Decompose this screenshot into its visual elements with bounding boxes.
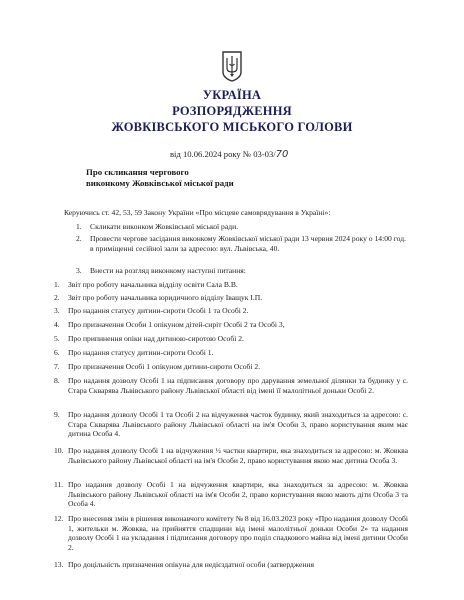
agenda-text: Про припинення опіки над дитиною-сиротою Особі 2. (68, 334, 244, 343)
agenda-item (54, 514, 408, 552)
agenda-text: Звіт про роботу начальника відділу освіти Сала В.В. (68, 280, 238, 289)
agenda-item (54, 320, 408, 330)
decision-text: Скликати виконком Жовківської міської ради. (90, 222, 239, 231)
agenda-item (54, 410, 408, 439)
agenda-item (54, 446, 408, 465)
decision-number: 3. (76, 266, 82, 275)
agenda-number: 1. (54, 280, 60, 289)
decision-item (76, 234, 406, 253)
date-line-text: від 10.06.2024 року № 03-03/ (170, 149, 276, 159)
agenda-item (54, 560, 408, 570)
agenda-number: 13. (54, 560, 64, 569)
agenda-item (54, 348, 408, 358)
decision-number: 2. (76, 234, 82, 243)
intro-paragraph: Керуючись ст. 42, 53, 59 Закону України «Про місцеве самоврядування в Україні»: (64, 208, 331, 217)
agenda-text: Про надання дозволу Особі 1 на відчуження ½ частки квартири, яка знаходиться за адресою: м. Жовква Львівського району Львівської області на ім'я Особи 2, право користування якою має дитина Особа 3. (68, 446, 408, 465)
agenda-item (54, 306, 408, 316)
agenda-number: 2. (54, 293, 60, 302)
agenda-number: 7. (54, 362, 60, 371)
decision-text: Внести на розгляд виконкому наступні питання: (90, 266, 246, 275)
agenda-number: 5. (54, 334, 60, 343)
subject-line-2: виконкому Жовківської міської ради (86, 178, 234, 188)
agenda-number: 4. (54, 320, 60, 329)
agenda-text: Про доцільність призначення опікуна для недієздатної особи (затвердження (68, 560, 315, 569)
decision-text: Провести чергове засідання виконкому Жовківської міської ради 13 червня 2024 року о 14:00 год. в приміщенні сесійної зали за адресою: вул. Львівська, 40. (90, 234, 406, 253)
agenda-text: Про надання статусу дитини-сироти Особі 1. (68, 348, 214, 357)
agenda-text: Звіт про роботу начальника юридичного відділу Іващук І.П. (68, 293, 263, 302)
agenda-number: 12. (54, 514, 64, 523)
agenda-text: Про надання дозволу Особі 1 та Особі 2 на відчуження часток будинку, який знаходиться за адресою: с. Стара Скварява Львівського району Львівської області на ім'я Особи 3, право користування яким має дитина Особа 4. (68, 410, 408, 439)
agenda-number: 11. (54, 480, 64, 489)
agenda-item (54, 293, 408, 303)
agenda-number: 6. (54, 348, 60, 357)
document-type-heading: РОЗПОРЯДЖЕННЯ (172, 104, 292, 118)
agenda-text: Про надання дозволу Особі 1 на підписання договору про дарування земельної ділянки та будинку у с. Стара Скварява Львівського району Львівської області від імені її малолітньої доньки Особі 2. (68, 376, 408, 395)
agenda-text: Про призначення Особі 1 опікуном дитини-сироти Особі 2. (68, 362, 261, 371)
decision-number: 1. (76, 222, 82, 231)
subject-line-1: Про скликання чергового (86, 167, 189, 177)
agenda-text: Про надання статусу дитини-сироти Особі 1 та Особі 2. (68, 306, 249, 315)
agenda-number: 10. (54, 446, 64, 455)
agenda-text: Про внесення змін в рішення виконавчого комітету № 8 від 16.03.2023 року «Про надання дозволу Особі 1, жительки м. Жовква, на прийняття спадщини від імені малолітньої доньки Особи 2» та надання дозволу Особі 1 на укладання і підписання договору про поділ спадкового майна від імені дитини Особи 2. (68, 514, 408, 552)
agenda-item (54, 280, 408, 290)
issuer-heading: ЖОВКІВСЬКОГО МІСЬКОГО ГОЛОВИ (111, 120, 353, 134)
decision-item (76, 266, 390, 276)
country-heading: УКРАЇНА (202, 88, 262, 102)
agenda-text: Про призначення Особи 1 опікуном дітей-сиріт Особі 2 та Особі 3, (68, 320, 285, 329)
agenda-item (54, 480, 408, 509)
decision-item (76, 222, 390, 232)
document-subject (86, 167, 234, 189)
agenda-item (54, 334, 408, 344)
coat-of-arms-icon (221, 50, 243, 82)
agenda-text: Про надання дозволу Особі 1 на відчуження квартири, яка знаходиться за адресою: м. Жовква Львівського району Львівської області на ім'я Особи 2, право користування якою мають діти Особа 3 та Особа 4. (68, 480, 408, 509)
agenda-item (54, 376, 408, 395)
date-number-line (170, 149, 294, 160)
agenda-number: 3. (54, 306, 60, 315)
agenda-number: 9. (54, 410, 60, 419)
agenda-item (54, 362, 408, 372)
agenda-number: 8. (54, 376, 60, 385)
handwritten-document-number: 70 (275, 149, 289, 160)
